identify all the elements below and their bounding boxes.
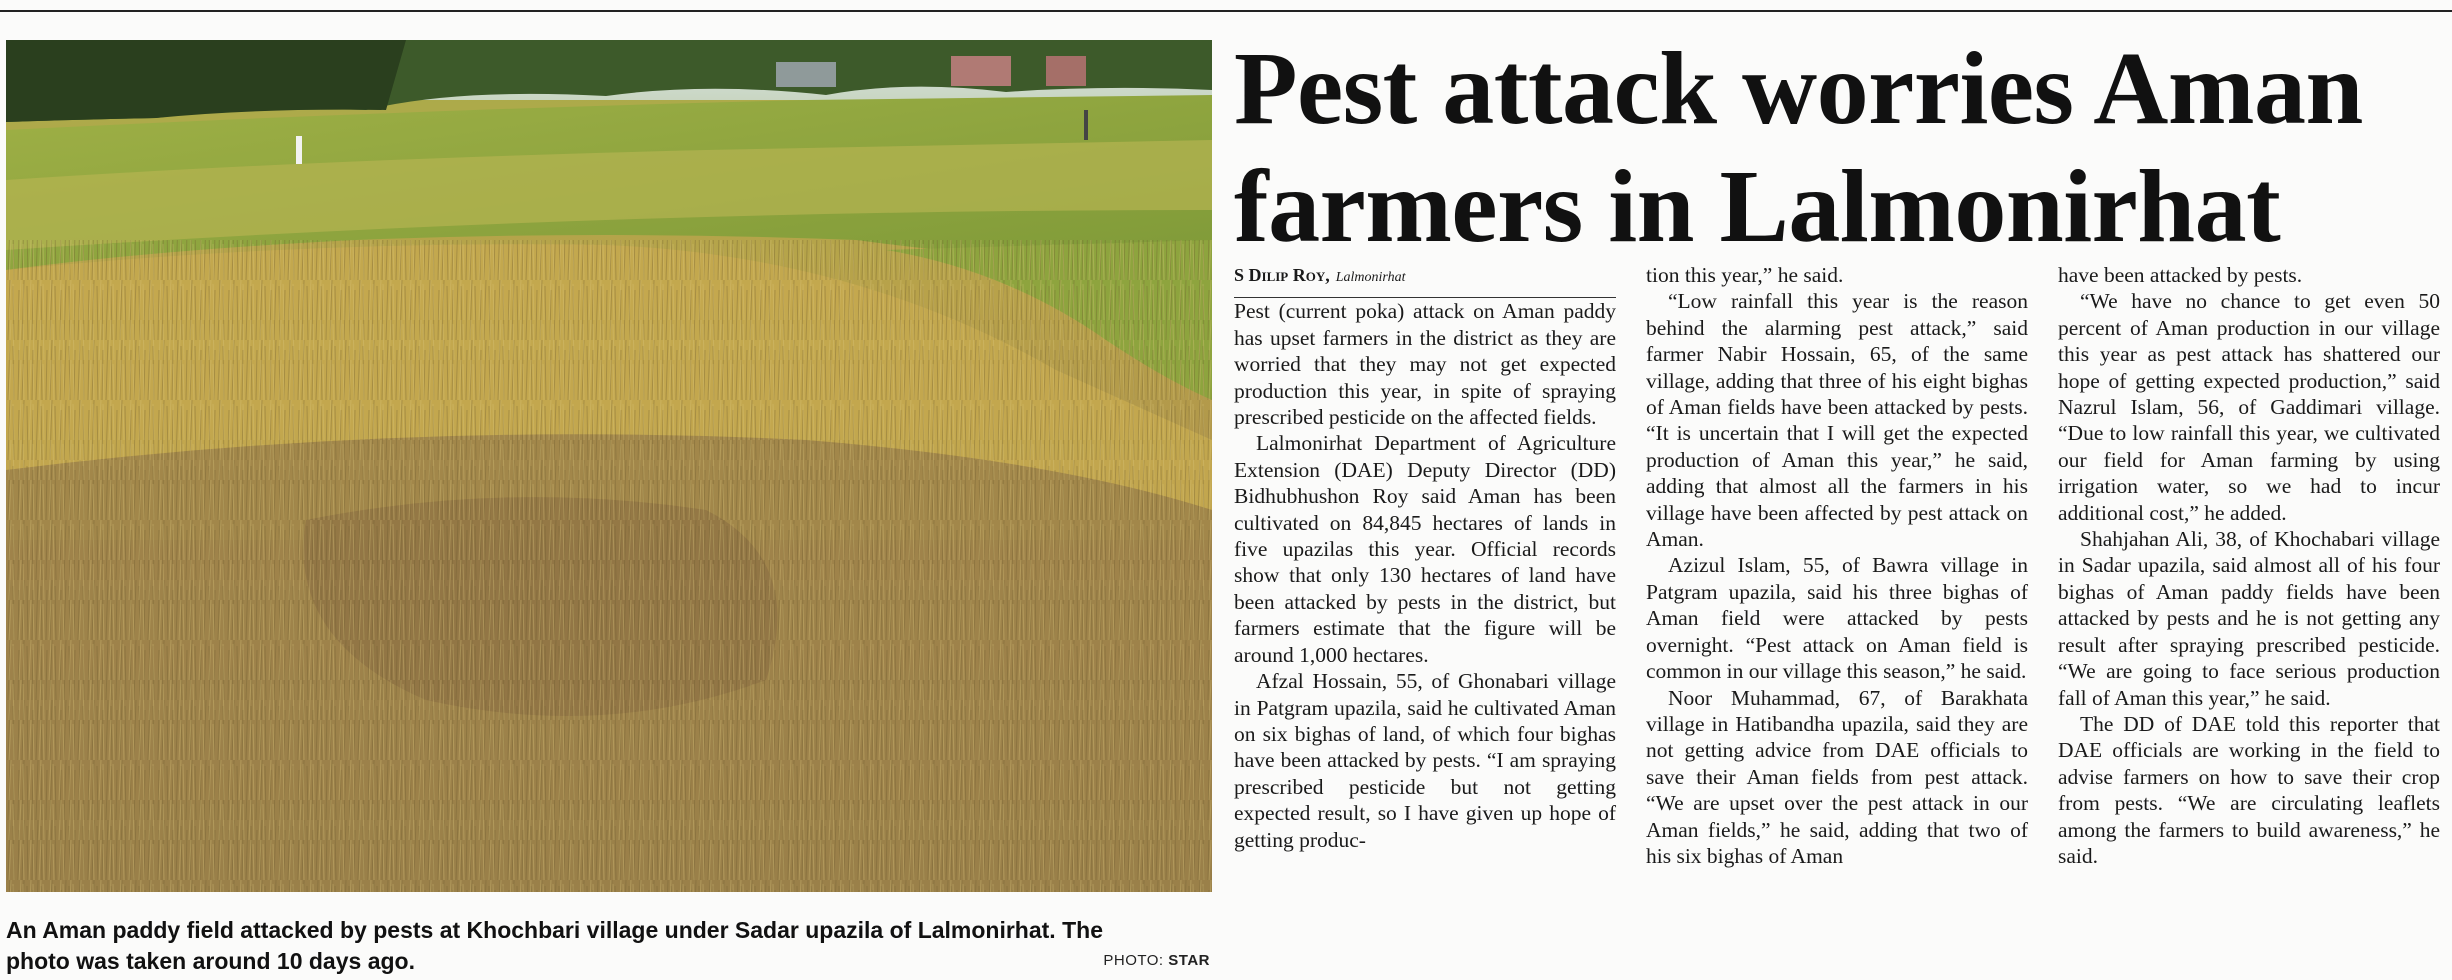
photo-credit-prefix: PHOTO: <box>1103 952 1164 969</box>
paragraph: Pest (current poka) attack on Aman paddy has upset farmers in the district as they are worried that they may not get expected production this year, in spite of spraying prescribed pesticide on the affected fields. <box>1234 299 1616 430</box>
paddy-field-photo <box>6 40 1212 892</box>
byline <box>1234 262 1616 298</box>
byline-place: Lalmonirhat <box>1335 270 1406 285</box>
paragraph: “Low rainfall this year is the reason behind the alarming pest attack,” said farmer Nabir Hossain, 65, of the same village, adding that three of his eight bighas of Aman fields have been attacked by pests. “It is uncertain that I will get the expected production of Aman this year,” he said, adding that almost all the farmers in his village have been affected by pest attack on Aman. <box>1646 289 2028 552</box>
article-column-3 <box>2058 262 2440 980</box>
photo-credit <box>1103 952 1210 969</box>
photo-caption: An Aman paddy field attacked by pests at Khochbari village under Sadar upazila of Lalmonirhat. The photo was taken around 10 days ago. <box>6 917 1103 974</box>
paragraph: Shahjahan Ali, 38, of Khochabari village in Sadar upazila, said almost all of his four bighas of Aman paddy fields have been attacked by pests and he is not getting any result after spraying prescribed pesticide. “We are going to face serious production fall of Aman this year,” he said. <box>2058 527 2440 710</box>
paddy-field-image <box>6 40 1212 892</box>
article-column-1 <box>1234 262 1616 980</box>
paragraph: The DD of DAE told this reporter that DAE officials are working in the field to advise farmers on how to save their crop from pests. “We are circulating leaflets among the farmers to build awareness,” he said. <box>2058 711 2440 868</box>
article-headline: Pest attack worries Aman farmers in Lalmonirhat <box>1234 31 2363 264</box>
byline-name: S Dilip Roy, <box>1234 265 1330 285</box>
article-body <box>1234 262 2442 980</box>
paragraph: Afzal Hossain, 55, of Ghonabari village in Patgram upazila, said he cultivated Aman on six bighas of land, of which four bighas have been attacked by pests. “I am spraying prescribed pesticide but not getting expected result, so I have given up hope of getting produc- <box>1234 669 1616 852</box>
paragraph-continued: tion this year,” he said. <box>1646 263 1844 287</box>
article-column-2 <box>1646 262 2028 980</box>
top-rule <box>0 10 2452 12</box>
paragraph: Noor Muhammad, 67, of Barakhata village in Hatibandha upazila, said they are not getting advice from DAE officials to save their Aman fields from pest attack. “We are upset over the pest attack in our Aman fields,” he said, adding that two of his six bighas of Aman <box>1646 685 2028 868</box>
paragraph-continued: have been attacked by pests. <box>2058 263 2303 287</box>
photo-credit-source: STAR <box>1168 952 1210 969</box>
paragraph: “We have no chance to get even 50 percent of Aman production in our village this year as pest attack has shattered our hope of getting expected production,” said Nazrul Islam, 56, of Gaddimari village. “Due to low rainfall this year, we cultivated our field for Aman farming by using irrigation water, so we had to incur additional cost,” he added. <box>2058 289 2440 525</box>
paragraph: Lalmonirhat Department of Agriculture Extension (DAE) Deputy Director (DD) Bidhubhushon Roy said Aman has been cultivated on 84,845 hectares of lands in five upazilas this year. Official records show that only 130 hectares of land have been attacked by pests in the district, but farmers estimate that the figure will be around 1,000 hectares. <box>1234 431 1616 667</box>
paragraph: Azizul Islam, 55, of Bawra village in Patgram upazila, said his three bighas of Aman field were attacked by pests overnight. “Pest attack on Aman field is common in our village this season,” he said. <box>1646 553 2028 684</box>
